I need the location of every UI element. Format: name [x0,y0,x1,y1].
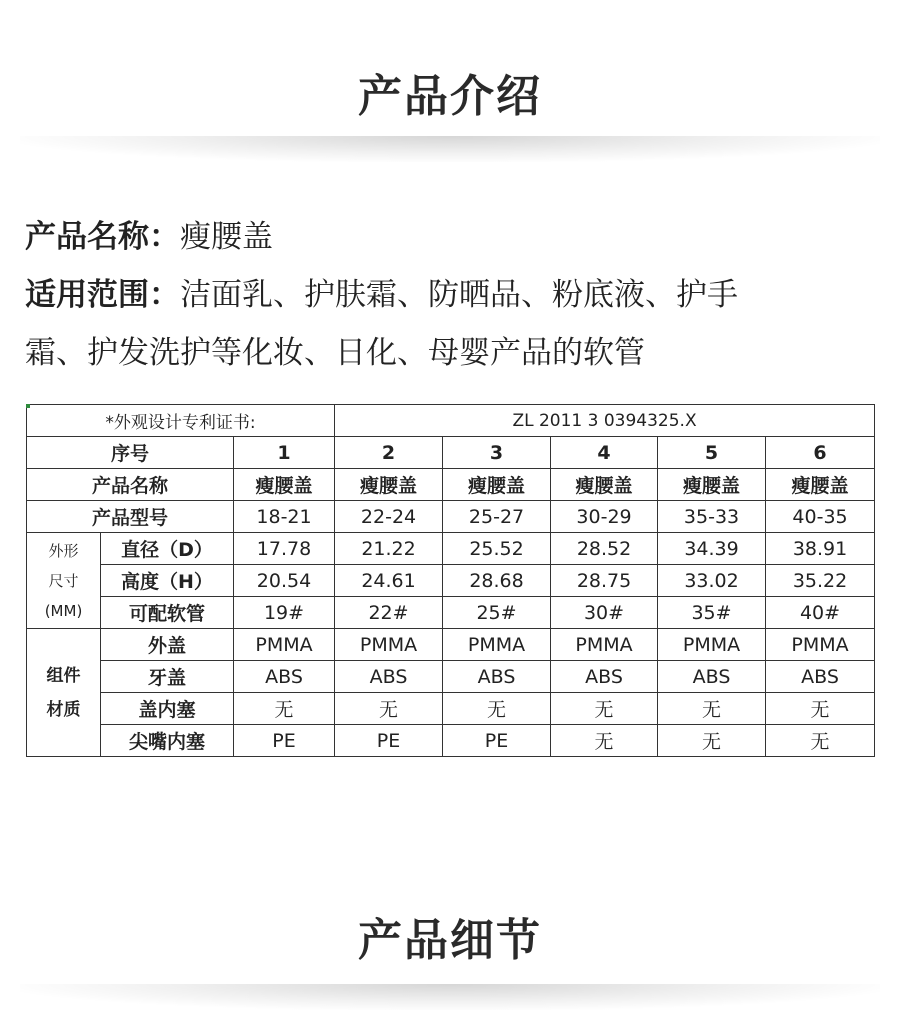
tube-row [27,597,875,629]
height-cell: 33.02 [658,565,766,597]
height-cell: 20.54 [234,565,335,597]
cap-plug-cell: 无 [766,693,875,725]
outer-cap-cell: PMMA [766,629,875,661]
tooth-cap-cell: ABS [234,661,335,693]
height-cell: 24.61 [335,565,443,597]
diameter-cell: 17.78 [234,533,335,565]
nozzle-plug-cell: PE [234,725,335,757]
name-cell: 瘦腰盖 [443,469,551,501]
nozzle-plug-cell: PE [335,725,443,757]
diameter-cell: 25.52 [443,533,551,565]
diameter-label: 直径（D） [101,533,234,565]
height-cell: 28.68 [443,565,551,597]
tube-cell: 22# [335,597,443,629]
outer-cap-row [27,629,875,661]
material-group-line2: 材质 [46,699,81,720]
cap-plug-cell: 无 [234,693,335,725]
cap-plug-row [27,693,875,725]
scope-text-1: 洁面乳、护肤霜、防晒品、粉底液、护手 [180,277,738,313]
outer-cap-cell: PMMA [234,629,335,661]
nozzle-plug-cell: 无 [551,725,658,757]
serial-cell: 6 [766,437,875,469]
scope-label: 适用范围： [25,277,180,313]
height-row [27,565,875,597]
tooth-cap-cell: ABS [551,661,658,693]
table-corner-mark [26,404,30,408]
tube-cell: 35# [658,597,766,629]
nozzle-plug-label: 尖嘴内塞 [101,725,234,757]
shape-group-line3: (MM) [44,601,83,620]
nozzle-plug-cell: 无 [658,725,766,757]
intro-title: 产品介绍 [358,71,542,122]
name-cell: 瘦腰盖 [658,469,766,501]
cap-plug-label: 盖内塞 [101,693,234,725]
shape-group-line1: 外形 [48,541,79,560]
tooth-cap-cell: ABS [658,661,766,693]
tooth-cap-cell: ABS [443,661,551,693]
patent-label: *外观设计专利证书: [27,405,335,437]
outer-cap-cell: PMMA [335,629,443,661]
tube-cell: 40# [766,597,875,629]
serial-cell: 5 [658,437,766,469]
diameter-cell: 38.91 [766,533,875,565]
serial-row [27,437,875,469]
model-label: 产品型号 [27,501,234,533]
tube-cell: 25# [443,597,551,629]
serial-cell: 1 [234,437,335,469]
outer-cap-cell: PMMA [551,629,658,661]
scope-text-2: 霜、护发洗护等化妆、日化、母婴产品的软管 [25,335,645,371]
serial-cell: 4 [551,437,658,469]
diameter-cell: 28.52 [551,533,658,565]
tube-cell: 30# [551,597,658,629]
name-cell: 瘦腰盖 [234,469,335,501]
nozzle-plug-row [27,725,875,757]
model-cell: 25-27 [443,501,551,533]
outer-cap-cell: PMMA [658,629,766,661]
model-cell: 30-29 [551,501,658,533]
height-cell: 28.75 [551,565,658,597]
product-name-line [25,208,885,266]
intro-title-shadow [20,136,880,162]
tube-label: 可配软管 [101,597,234,629]
spec-table [26,404,875,757]
name-cell: 瘦腰盖 [551,469,658,501]
serial-cell: 3 [443,437,551,469]
serial-cell: 2 [335,437,443,469]
model-cell: 35-33 [658,501,766,533]
tooth-cap-row [27,661,875,693]
tooth-cap-cell: ABS [766,661,875,693]
height-cell: 35.22 [766,565,875,597]
tooth-cap-label: 牙盖 [101,661,234,693]
shape-group-line2: 尺寸 [48,571,79,590]
cap-plug-cell: 无 [335,693,443,725]
diameter-cell: 34.39 [658,533,766,565]
height-label: 高度（H） [101,565,234,597]
diameter-row [27,533,875,565]
name-label: 产品名称 [27,469,234,501]
model-cell: 40-35 [766,501,875,533]
details-title: 产品细节 [358,915,542,966]
tooth-cap-cell: ABS [335,661,443,693]
diameter-cell: 21.22 [335,533,443,565]
serial-label: 序号 [27,437,234,469]
model-cell: 22-24 [335,501,443,533]
name-cell: 瘦腰盖 [335,469,443,501]
product-name-label: 产品名称： [25,219,180,255]
product-name-value: 瘦腰盖 [180,219,273,255]
cap-plug-cell: 无 [658,693,766,725]
scope-line-2 [25,324,885,382]
details-title-shadow [20,984,880,1010]
name-cell: 瘦腰盖 [766,469,875,501]
cap-plug-cell: 无 [443,693,551,725]
patent-row [27,405,875,437]
outer-cap-label: 外盖 [101,629,234,661]
material-group-line1: 组件 [46,665,81,686]
patent-number: ZL 2011 3 0394325.X [335,405,875,437]
model-row [27,501,875,533]
outer-cap-cell: PMMA [443,629,551,661]
nozzle-plug-cell: 无 [766,725,875,757]
scope-line-1 [25,266,885,324]
product-name-row [27,469,875,501]
nozzle-plug-cell: PE [443,725,551,757]
tube-cell: 19# [234,597,335,629]
shape-size-group [27,533,101,629]
model-cell: 18-21 [234,501,335,533]
cap-plug-cell: 无 [551,693,658,725]
material-group [27,629,101,757]
